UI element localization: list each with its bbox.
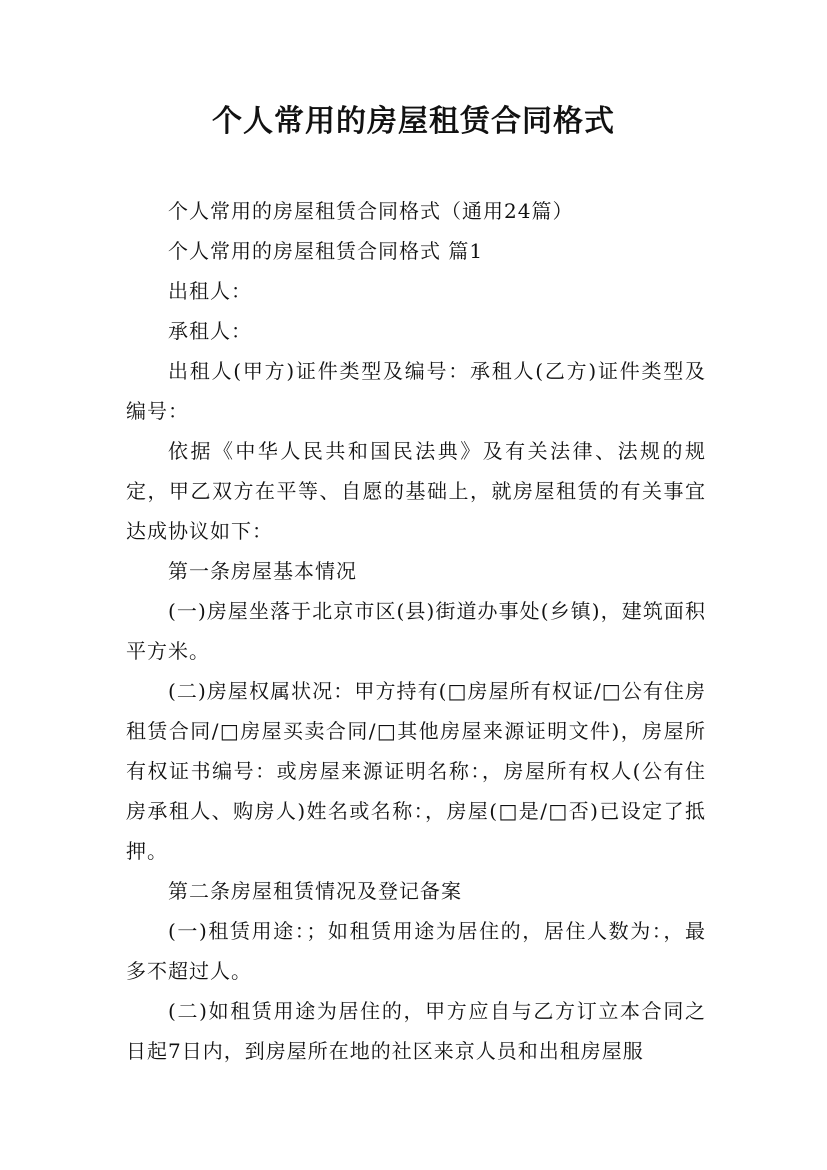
document-body (126, 191, 706, 1071)
paragraph-lessor: 出租人： (168, 279, 252, 303)
paragraph-registration: (二)如租赁用途为居住的，甲方应自与乙方订立本合同之日起7日内，到房屋所在地的社区来京人员和出租房屋服 (126, 999, 706, 1063)
paragraph-subtitle: 个人常用的房屋租赁合同格式（通用24篇） (168, 199, 574, 223)
paragraph-location: (一)房屋坐落于北京市区(县)街道办事处(乡镇)，建筑面积平方米。 (126, 599, 706, 663)
paragraph-id-info: 出租人(甲方)证件类型及编号：承租人(乙方)证件类型及编号： (126, 359, 706, 423)
paragraph-lessee: 承租人： (168, 319, 252, 343)
document-title: 个人常用的房屋租赁合同格式 (212, 104, 615, 139)
paragraph-ownership: (二)房屋权属状况：甲方持有(□房屋所有权证/□公有住房租赁合同/□房屋买卖合同/□其他房屋来源证明文件)，房屋所有权证书编号：或房屋来源证明名称：，房屋所有权人(公有住房承租人、购房人)姓名或名称：，房屋(□是/□否)已设定了抵押。 (126, 679, 706, 863)
paragraph-section-heading: 个人常用的房屋租赁合同格式 篇1 (168, 239, 484, 263)
paragraph-basis: 依据《中华人民共和国民法典》及有关法律、法规的规定，甲乙双方在平等、自愿的基础上，就房屋租赁的有关事宜达成协议如下： (126, 439, 706, 543)
paragraph-article-2: 第二条房屋租赁情况及登记备案 (168, 879, 462, 903)
paragraph-article-1: 第一条房屋基本情况 (168, 559, 357, 583)
paragraph-usage: (一)租赁用途：；如租赁用途为居住的，居住人数为：，最多不超过人。 (126, 919, 706, 983)
